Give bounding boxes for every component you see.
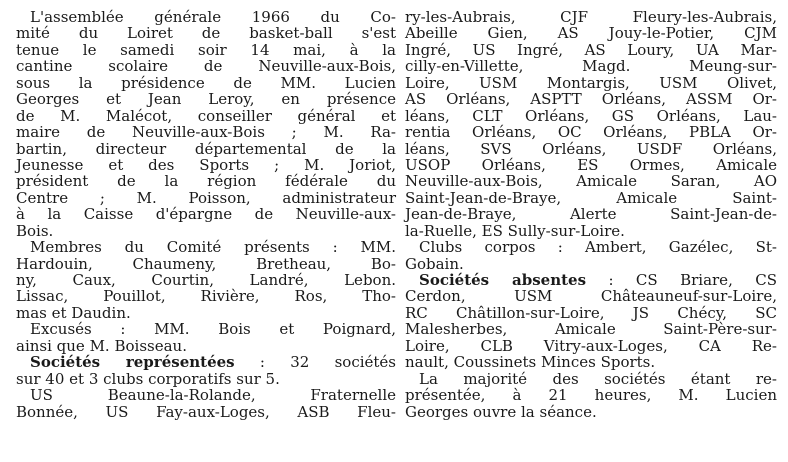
text-line <box>16 272 396 288</box>
text-run: cilly-en-Villette, Magd. Meung-sur- <box>405 57 777 76</box>
text-line <box>16 75 396 91</box>
text-run: président de la région fédérale du <box>16 172 396 191</box>
text-line <box>16 91 396 107</box>
text-line <box>405 141 777 157</box>
text-run: Neuville-aux-Bois, Amicale Saran, AO <box>405 172 777 191</box>
text-run: Georges ouvre la séance. <box>405 402 597 421</box>
bold-run: Sociétés absentes <box>419 271 587 289</box>
text-line <box>16 124 396 140</box>
text-line <box>16 141 396 157</box>
text-line <box>405 206 777 222</box>
text-line <box>405 58 777 74</box>
text-line <box>16 288 396 304</box>
text-line <box>405 387 777 403</box>
text-line <box>405 354 777 370</box>
text-line <box>16 9 396 25</box>
text-run: L'assemblée générale 1966 du Co- <box>30 8 396 26</box>
text-line <box>16 108 396 124</box>
text-run: mas et Daudin. <box>16 303 131 322</box>
text-run: Jean-de-Braye, Alerte Saint-Jean-de- <box>405 205 777 224</box>
text-run: Georges et Jean Leroy, en présence <box>16 90 396 109</box>
text-line <box>405 42 777 58</box>
text-line <box>16 25 396 41</box>
text-line <box>405 108 777 124</box>
text-run: ny, Caux, Courtin, Landré, Lebon. <box>16 271 396 289</box>
text-line <box>405 124 777 140</box>
text-line <box>405 305 777 321</box>
text-run: Saint-Jean-de-Braye, Amicale Saint- <box>405 188 777 207</box>
text-run: rentia Orléans, OC Orléans, PBLA Or- <box>405 123 777 142</box>
text-run: : 32 sociétés <box>234 353 396 372</box>
text-run: USOP Orléans, ES Ormes, Amicale <box>405 155 777 174</box>
text-line <box>16 58 396 74</box>
text-line <box>405 173 777 189</box>
text-line <box>405 288 777 304</box>
text-run: Loire, CLB Vitry-aux-Loges, CA Re- <box>405 336 777 355</box>
text-run: Lissac, Pouillot, Rivière, Ros, Tho- <box>16 287 396 306</box>
text-line <box>405 371 777 387</box>
text-run: Gobain. <box>405 254 464 273</box>
text-run: ry-les-Aubrais, CJF Fleury-les-Aubrais, <box>405 8 777 26</box>
text-line <box>16 354 396 370</box>
text-run: Loire, USM Montargis, USM Olivet, <box>405 73 777 92</box>
text-run: Excusés : MM. Bois et Poignard, <box>30 320 396 339</box>
text-run: sous la présidence de MM. Lucien <box>16 73 396 92</box>
text-line <box>16 305 396 321</box>
text-line <box>405 321 777 337</box>
text-run: Hardouin, Chaumeny, Bretheau, Bo- <box>16 254 396 273</box>
article-column-left <box>16 9 396 420</box>
text-line <box>405 25 777 41</box>
text-run: tenue le samedi soir 14 mai, à la <box>16 40 396 59</box>
text-line <box>16 404 396 420</box>
text-run: Jeunesse et des Sports ; M. Joriot, <box>16 155 396 174</box>
text-run: Malesherbes, Amicale Saint-Père-sur- <box>405 320 777 339</box>
text-run: Centre ; M. Poisson, administrateur <box>16 188 396 207</box>
text-line <box>405 272 777 288</box>
text-run: US Beaune-la-Rolande, Fraternelle <box>30 386 396 405</box>
text-line <box>405 190 777 206</box>
text-run: de M. Malécot, conseiller général et <box>16 106 396 125</box>
text-run: sur 40 et 3 clubs corporatifs sur 5. <box>16 369 280 388</box>
text-line <box>16 371 396 387</box>
text-line <box>16 206 396 222</box>
text-line <box>16 42 396 58</box>
text-line <box>405 9 777 25</box>
text-line <box>16 190 396 206</box>
article-column-right <box>405 9 777 420</box>
text-line <box>405 223 777 239</box>
text-run: maire de Neuville-aux-Bois ; M. Ra- <box>16 123 396 142</box>
text-run: présentée, à 21 heures, M. Lucien <box>405 386 777 405</box>
text-line <box>16 387 396 403</box>
text-run: la-Ruelle, ES Sully-sur-Loire. <box>405 221 625 240</box>
text-line <box>16 321 396 337</box>
text-run: cantine scolaire de Neuville-aux-Bois, <box>16 57 396 76</box>
text-line <box>405 338 777 354</box>
bold-run: Sociétés représentées <box>30 353 235 372</box>
text-run: Bois. <box>16 221 54 240</box>
text-line <box>405 157 777 173</box>
text-run: léans, SVS Orléans, USDF Orléans, <box>405 139 777 158</box>
text-line <box>405 404 777 420</box>
text-run: La majorité des sociétés étant re- <box>419 369 777 388</box>
text-run: AS Orléans, ASPTT Orléans, ASSM Or- <box>405 90 777 109</box>
text-run: : CS Briare, CS <box>586 271 777 289</box>
text-line <box>16 223 396 239</box>
text-run: RC Châtillon-sur-Loire, JS Chécy, SC <box>405 303 777 322</box>
text-run: ainsi que M. Boisseau. <box>16 336 187 355</box>
text-run: léans, CLT Orléans, GS Orléans, Lau- <box>405 106 777 125</box>
text-run: Abeille Gien, AS Jouy-le-Potier, CJM <box>405 24 777 43</box>
text-line <box>405 91 777 107</box>
text-line <box>405 75 777 91</box>
text-line <box>16 239 396 255</box>
text-line <box>16 256 396 272</box>
text-run: bartin, directeur départemental de la <box>16 139 396 158</box>
text-line <box>405 256 777 272</box>
text-run: à la Caisse d'épargne de Neuville-aux- <box>16 205 396 224</box>
text-line <box>16 173 396 189</box>
text-line <box>16 338 396 354</box>
text-run: nault, Coussinets Minces Sports. <box>405 353 656 372</box>
text-run: Cerdon, USM Châteauneuf-sur-Loire, <box>405 287 777 306</box>
text-run: Clubs corpos : Ambert, Gazélec, St- <box>419 238 777 257</box>
text-line <box>16 157 396 173</box>
text-run: mité du Loiret de basket-ball s'est <box>16 24 396 43</box>
text-run: Membres du Comité présents : MM. <box>30 238 396 257</box>
text-run: Ingré, US Ingré, AS Loury, UA Mar- <box>405 40 777 59</box>
text-line <box>405 239 777 255</box>
text-run: Bonnée, US Fay-aux-Loges, ASB Fleu- <box>16 402 396 421</box>
